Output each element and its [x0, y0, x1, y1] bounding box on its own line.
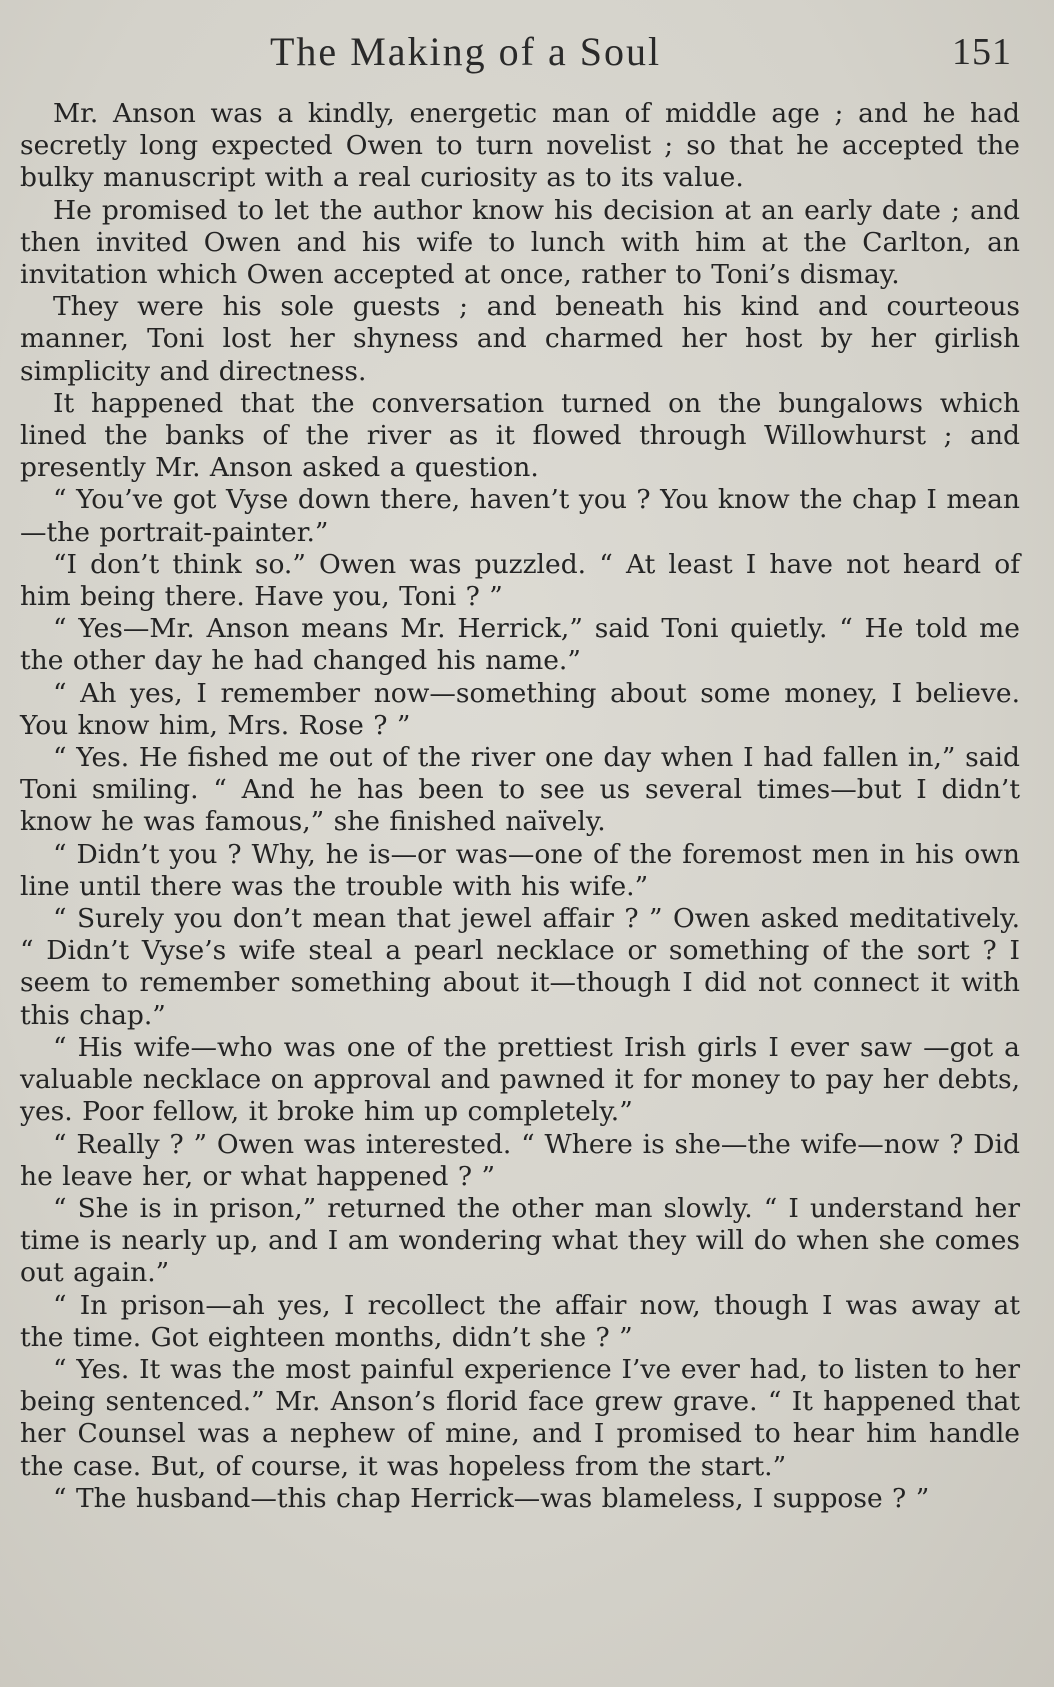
paragraph: They were his sole guests ; and beneath his kind and courteous manner, Toni lost her shyness and charmed her host by her girlish simplicity and directness.: [20, 291, 1020, 387]
paragraph: “ In prison—ah yes, I recollect the affair now, though I was away at the time. Got eighteen months, didn’t she ? ”: [20, 1289, 1020, 1353]
paragraph: “I don’t think so.” Owen was puzzled. “ At least I have not heard of him being there. Have you, Toni ? ”: [20, 548, 1020, 613]
paragraph: “ Ah yes, I remember now—something about some money, I believe. You know him, Mrs. Rose ? ”: [20, 677, 1020, 741]
paragraph: “ Yes. It was the most painful experience I’ve ever had, to listen to her being sentenced.” Mr. Anson’s florid face grew grave. “ It happened that her Counsel was a nephew of mine, and I promised to hear him handle the case. But, of course, it was hopeless from the start.”: [20, 1353, 1020, 1482]
paragraph: “ His wife—who was one of the prettiest Irish girls I ever saw —got a valuable necklace on approval and pawned it for money to pay her debts, yes. Poor fellow, it broke him up completely.”: [20, 1031, 1020, 1128]
paragraph: It happened that the conversation turned on the bungalows which lined the banks of the river as it flowed through Willowhurst ; and presently Mr. Anson asked a question.: [20, 387, 1020, 484]
paragraph: Mr. Anson was a kindly, energetic man of middle age ; and he had secretly long expected Owen to turn novelist ; so that he accepted the bulky manuscript with a real curiosity as to its value.: [20, 98, 1020, 194]
body-text: [20, 98, 1020, 1515]
page-header: [0, 22, 1054, 82]
paragraph: “ The husband—this chap Herrick—was blameless, I suppose ? ”: [53, 1482, 930, 1514]
paragraph: “ Yes—Mr. Anson means Mr. Herrick,” said Toni quietly. “ He told me the other day he had changed his name.”: [20, 613, 1020, 677]
running-title: The Making of a Soul: [270, 29, 662, 74]
paragraph: “ Didn’t you ? Why, he is—or was—one of the foremost men in his own line until there was the trouble with his wife.”: [20, 838, 1020, 902]
paragraph: He promised to let the author know his decision at an early date ; and then invited Owen and his wife to lunch with him at the Carlton, an invitation which Owen accepted at once, rather to Toni’s dismay.: [20, 194, 1020, 291]
paragraph: “ She is in prison,” returned the other man slowly. “ I understand her time is nearly up, and I am wondering what they will do when she comes out again.”: [20, 1192, 1020, 1289]
paragraph: “ Really ? ” Owen was interested. “ Where is she—the wife—now ? Did he leave her, or what happened ? ”: [20, 1128, 1020, 1192]
paragraph: “ Yes. He fished me out of the river one day when I had fallen in,” said Toni smiling. “ And he has been to see us several times—but I didn’t know he was famous,” she finished naïvely.: [20, 742, 1020, 838]
paragraph: “ Surely you don’t mean that jewel affair ? ” Owen asked meditatively. “ Didn’t Vyse’s wife steal a pearl necklace or something of the sort ? I seem to remember something about it—though I did not connect it with this chap.”: [20, 903, 1020, 1031]
page-number: 151: [952, 31, 1012, 73]
paragraph: “ You’ve got Vyse down there, haven’t you ? You know the chap I mean—the portrait-painter.”: [20, 484, 1020, 548]
